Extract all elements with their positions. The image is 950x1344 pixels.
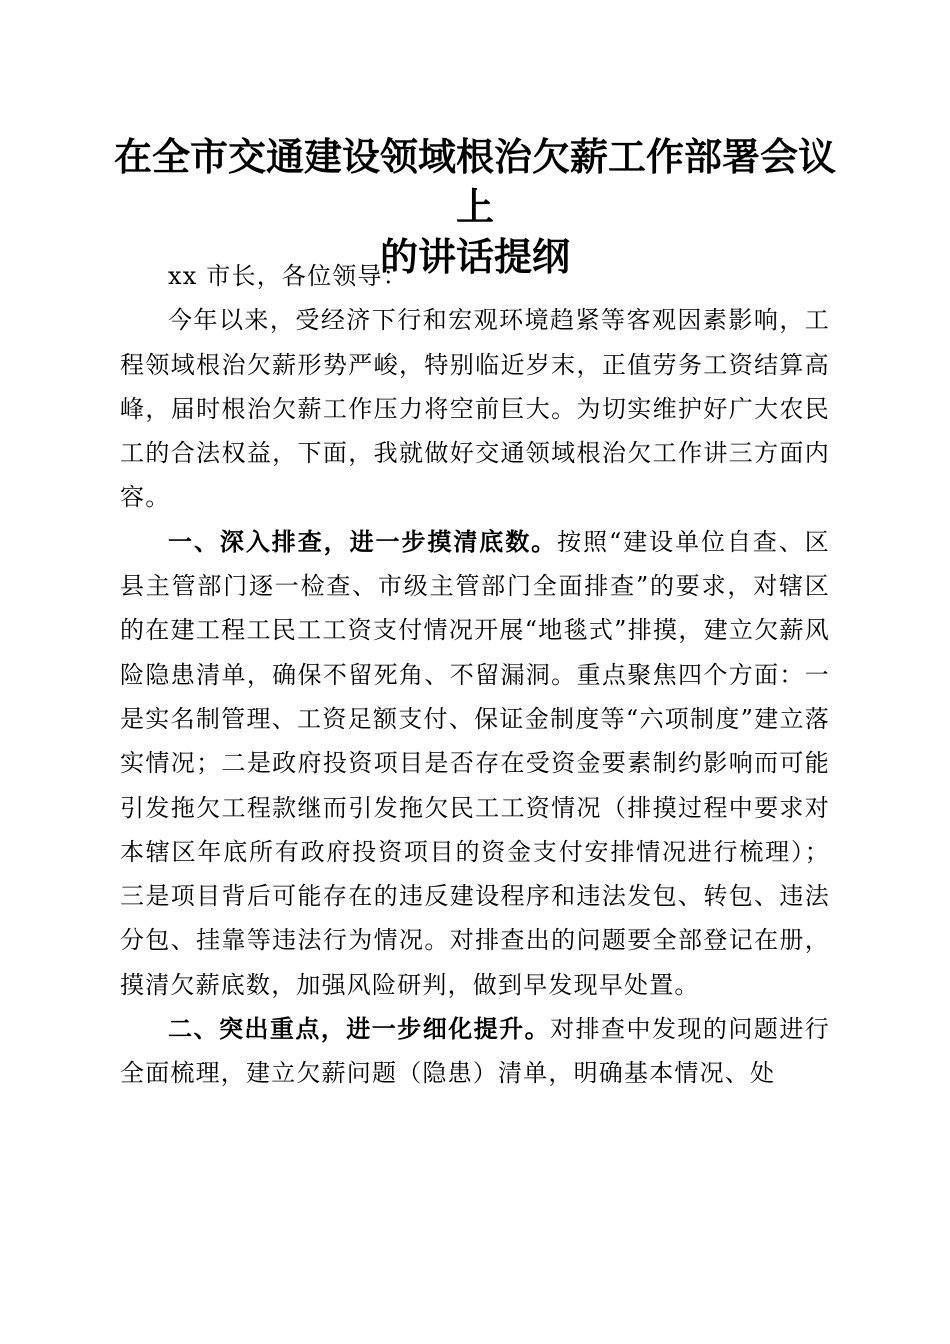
paragraph-text: 对排查中发现的问题进行全面梳理，建立欠薪问题（隐患）清单，明确基本情况、处	[120, 1015, 830, 1088]
title-line-1: 在全市交通建设领域根治欠薪工作部署会议上	[113, 134, 836, 229]
document-body	[120, 254, 830, 1096]
paragraph-text: 按照“建设单位自查、区县主管部门逐一检查、市级主管部门全面排查”的要求，对辖区的在建工程工民工工资支付情况开展“地毯式”排摸，建立欠薪风险隐患清单，确保不留死角、不留漏洞。重点聚焦四个方面：一是实名制管理、工资足额支付、保证金制度等“六项制度”建立落实情况；二是政府投资项目是否存在受资金要素制约影响而可能引发拖欠工程款继而引发拖欠民工工资情况（排摸过程中要求对本辖区年底所有政府投资项目的资金支付安排情况进行梳理）；三是项目背后可能存在的违反建设程序和违法发包、转包、违法分包、挂靠等违法行为情况。对排查出的问题要全部登记在册，摸清欠薪底数，加强风险研判，做到早发现早处置。	[120, 527, 831, 999]
section-heading-1: 一、深入排查，进一步摸清底数。	[168, 526, 558, 556]
title-line-2: 的讲话提纲	[379, 234, 570, 279]
paragraph-intro	[120, 298, 830, 519]
salutation: xx 市长，各位领导：	[168, 262, 408, 290]
paragraph-section-1	[120, 520, 830, 1007]
section-heading-2: 二、突出重点，进一步细化提升。	[168, 1014, 551, 1044]
paragraph-text: 今年以来，受经济下行和宏观环境趋紧等客观因素影响，工程领域根治欠薪形势严峻，特别临近岁末，正值劳务工资结算高峰，届时根治欠薪工作压力将空前巨大。为切实维护好广大农民工的合法权益，下面，我就做好交通领域根治欠工作讲三方面内容。	[120, 306, 830, 512]
paragraph-section-2	[120, 1007, 830, 1096]
